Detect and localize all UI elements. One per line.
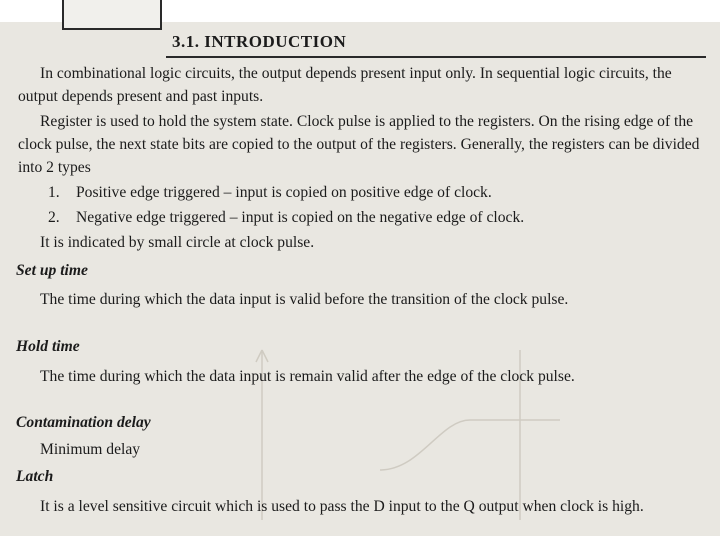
header-tab-frame	[62, 0, 162, 30]
list-item-number: 1.	[48, 184, 60, 201]
ghost-arrow	[256, 350, 268, 362]
list-item-text: Negative edge triggered – input is copied on the negative edge of clock.	[76, 209, 525, 226]
latch-text: It is a level sensitive circuit which is used to pass the D input to the Q output when clock is high.	[40, 498, 644, 515]
bottom-margin	[0, 536, 720, 540]
hold-time-text: The time during which the data input is remain valid after the edge of the clock pulse.	[40, 368, 575, 385]
latch-title: Latch	[16, 468, 54, 485]
list-item-text: Positive edge triggered – input is copied on positive edge of clock.	[76, 184, 492, 201]
intro-paragraph: In combinational logic circuits, the output depends present input only. In sequential logic circuits, the output depends present and past inputs.	[18, 65, 672, 105]
contamination-delay-text: Minimum delay	[40, 441, 141, 458]
setup-time-title: Set up time	[16, 262, 88, 279]
setup-time-text: The time during which the data input is valid before the transition of the clock pulse.	[40, 291, 569, 308]
register-paragraph: Register is used to hold the system state. Clock pulse is applied to the registers. On the rising edge of the clock pulse, the next state bits are copied to the output of the registers. Generally, the registers can be divided into 2 types	[18, 113, 700, 176]
list-item-number: 2.	[48, 209, 60, 226]
ghost-curve	[380, 420, 560, 470]
hold-time-title: Hold time	[16, 338, 80, 355]
list-item	[48, 181, 492, 204]
heading-underline	[166, 56, 706, 58]
contamination-delay-title: Contamination delay	[16, 414, 151, 431]
indication-note: It is indicated by small circle at clock pulse.	[40, 234, 315, 251]
list-item	[48, 206, 524, 229]
section-heading: 3.1. INTRODUCTION	[172, 32, 347, 51]
